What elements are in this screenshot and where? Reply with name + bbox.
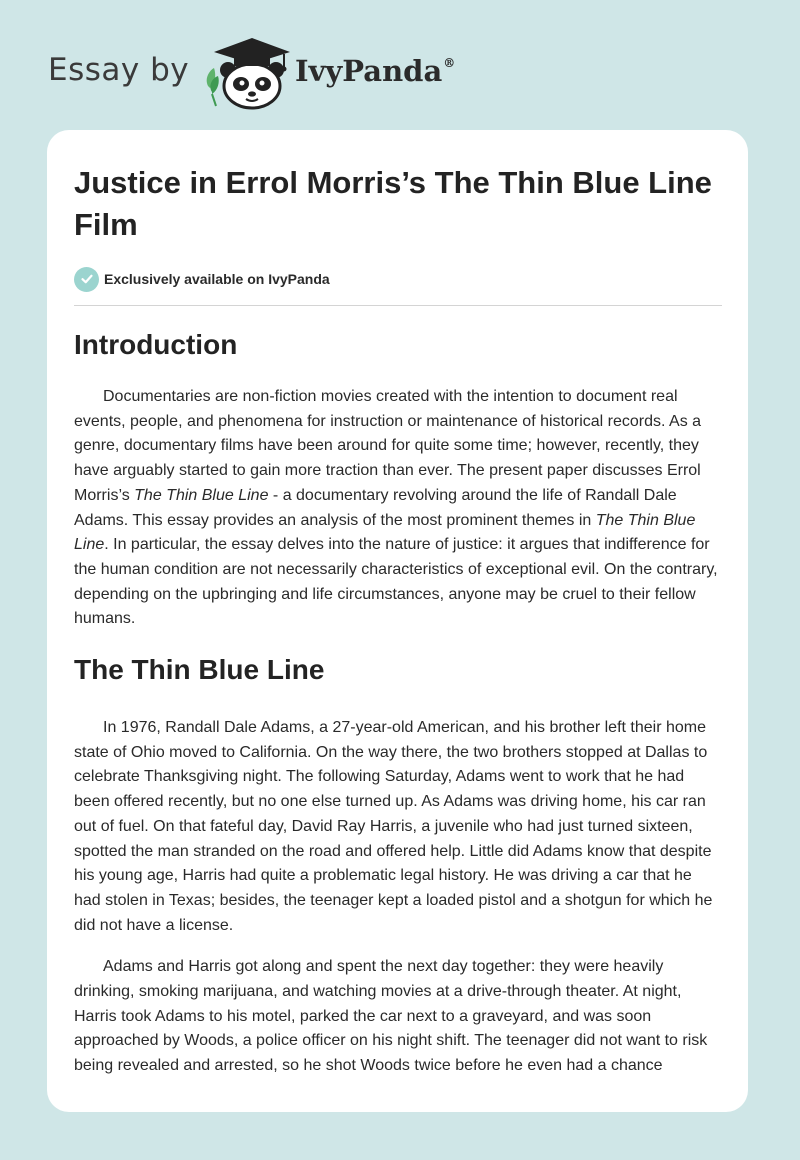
paragraph-introduction <box>74 385 722 632</box>
film-title-italic: The Thin Blue Line <box>74 511 696 554</box>
title-divider <box>74 305 722 306</box>
exclusive-badge <box>74 266 722 292</box>
section-heading-introduction: Introduction <box>74 329 238 360</box>
panda-graduate-icon[interactable] <box>200 34 292 110</box>
paragraph-body: In 1976, Randall Dale Adams, a 27-year-old American, and his brother left their home state of Ohio moved to California. On the way there, the two brothers stopped at Dallas to celebrate Thanksgiving night. The following Saturday, Adams went to work that he had been offered recently, but no one else turned up. As Adams was driving home, his car ran out of fuel. On that fateful day, David Ray Harris, a juvenile who had just turned sixteen, spotted the man stranded on the road and offered help. Little did Adams know that despite his young age, Harris had quite a problematic legal history. He was driving a car that he had stolen in Texas; besides, the teenager kept a loaded pistol and a shotgun for which he did not have a license. <box>74 719 713 934</box>
essay-content <box>74 162 722 1079</box>
essay-title: Justice in Errol Morris’s The Thin Blue Line Film <box>74 165 712 242</box>
registered-mark: ® <box>443 56 456 70</box>
film-title-italic: The Thin Blue Line <box>134 486 269 504</box>
checkmark-icon <box>74 267 99 292</box>
essay-card <box>47 130 748 1112</box>
site-header <box>48 34 548 110</box>
paragraph-body: Adams and Harris got along and spent the next day together: they were heavily drinking, smoking marijuana, and watching movies at a drive-through theater. At night, Harris took Adams to his motel, parked the car next to a graveyard, and was soon approached by Woods, a police officer on his night shift. The teenager did not want to risk being revealed and arrested, so he shot Woods twice before he even had a chance <box>74 958 708 1075</box>
brand-text: IvyPanda <box>295 54 443 88</box>
section-heading-thin-blue-line: The Thin Blue Line <box>74 654 325 686</box>
essay-by-label: Essay by <box>48 52 190 88</box>
exclusive-badge-label: Exclusively available on IvyPanda <box>104 271 330 287</box>
paragraph-text: - a documentary revolving around the life of Randall Dale Adams. This essay provides an analysis of the most prominent themes in <box>74 486 677 529</box>
paragraph-text: . In particular, the essay delves into the nature of justice: it argues that indifference for the human condition are not necessarily characteristics of exceptional evil. On the contrary, depending on the upbringing and life circumstances, anyone may be cruel to their fellow humans. <box>74 536 718 628</box>
paragraph-text: Documentaries are non-fiction movies created with the intention to document real events, people, and phenomena for instruction or maintenance of historical records. As a genre, documentary films have been around for quite some time; however, recently, they have arguably started to gain more traction than ever. The present paper discusses Errol Morris’s <box>74 388 702 504</box>
brand-name[interactable] <box>295 54 455 88</box>
